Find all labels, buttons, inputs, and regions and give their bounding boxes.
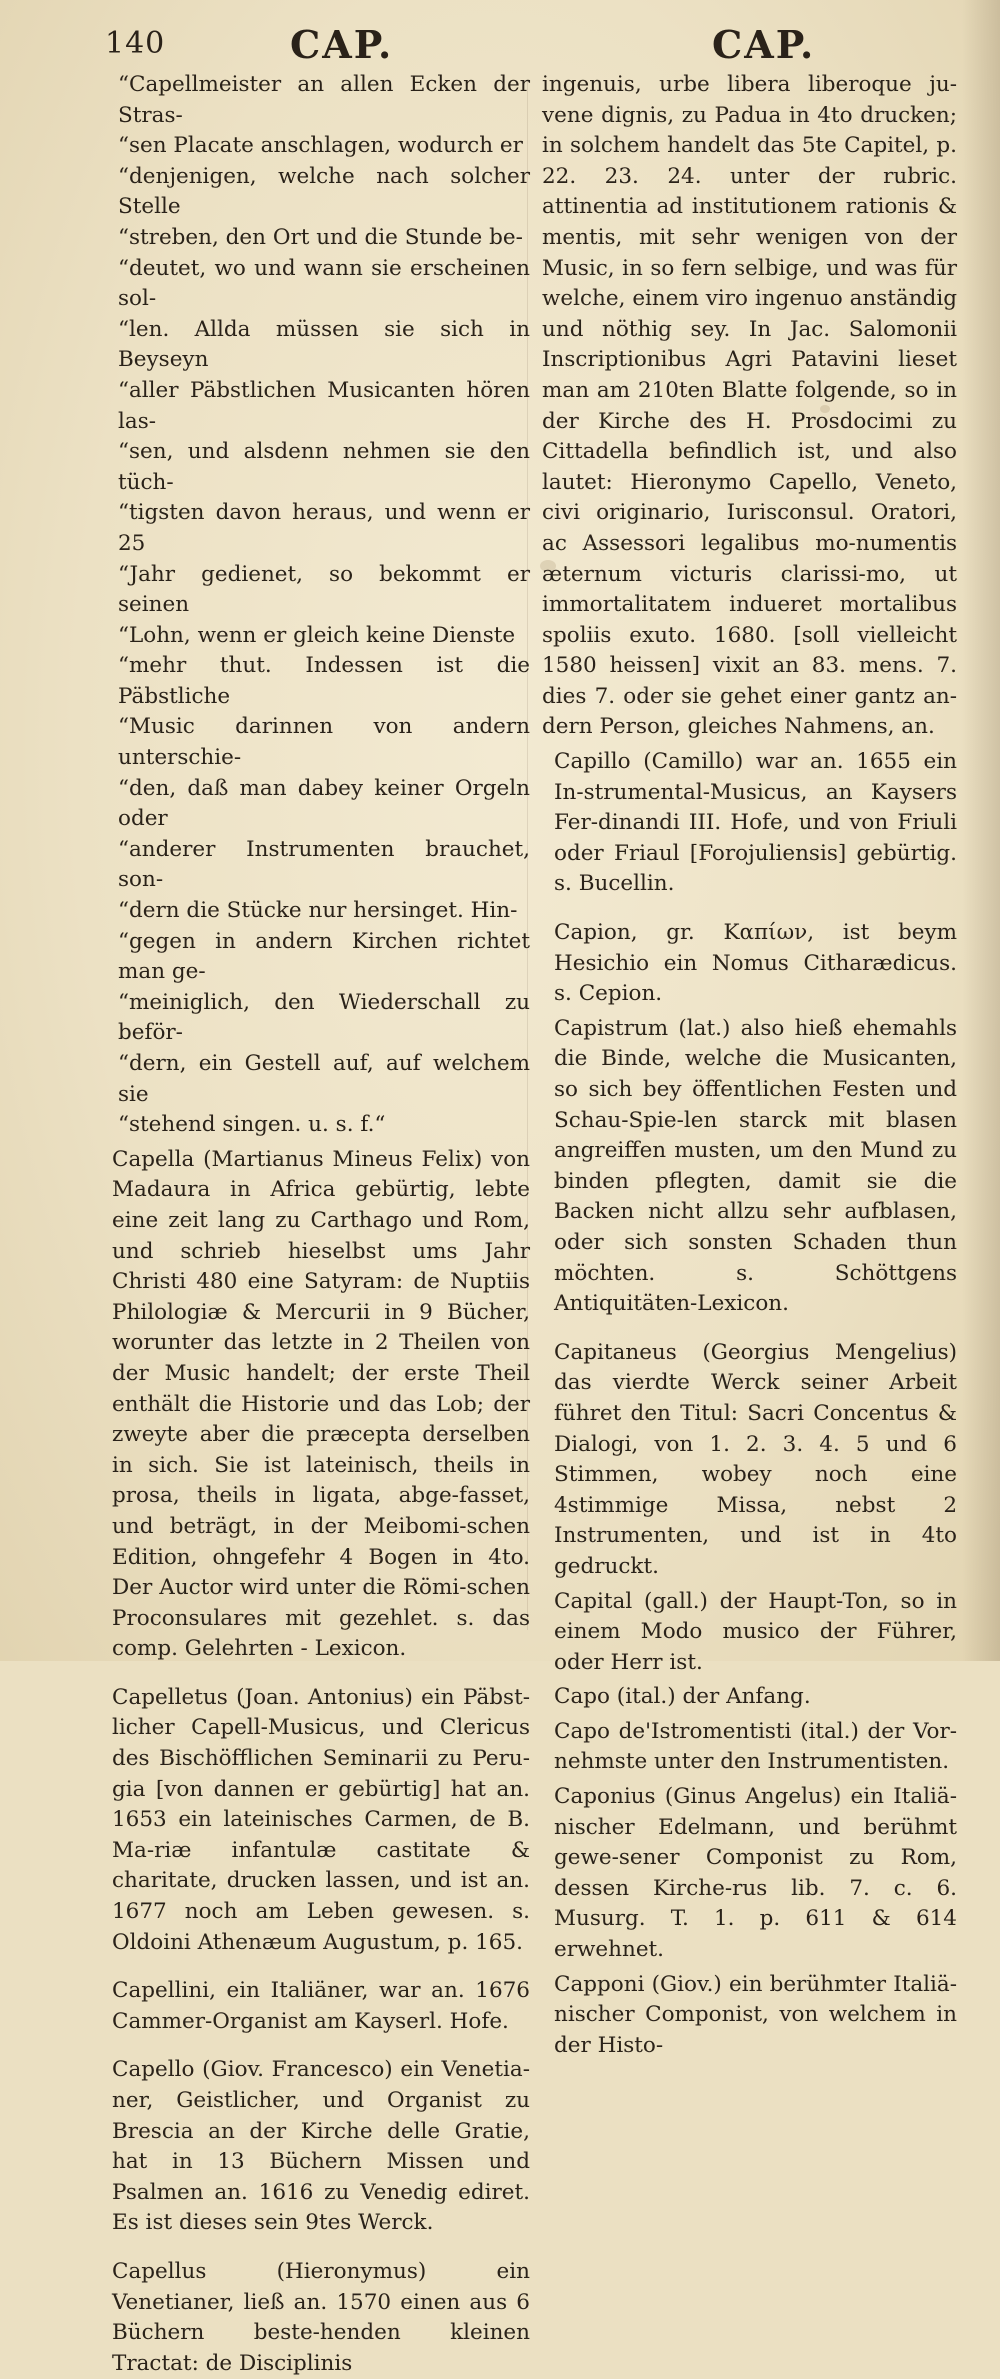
dictionary-entry xyxy=(532,1682,957,1713)
entry-text: Capo de'Istromentisti (ital.) der Vor-nehmste unter den Instrumentisten. xyxy=(554,1718,957,1775)
page-header xyxy=(0,18,1000,78)
entry-text: Caponius (Ginus Angelus) ein Italiä-nischer Edelmann, und berühmt gewe-sener Componist zu Rom, dessen Kirche-rus lib. 7. c. 6. Musurg. T. 1. p. 611 & 614 erwehnet. xyxy=(554,1784,957,1963)
entry-text: Capellini, ein Italiäner, war an. 1676 Cammer-Organist am Kayserl. Hofe. xyxy=(112,1978,530,2034)
dictionary-entry xyxy=(532,1782,957,1966)
dictionary-entry xyxy=(90,1145,530,1665)
dictionary-entry xyxy=(532,1587,957,1679)
left-column xyxy=(90,70,530,2379)
dictionary-entry xyxy=(532,1717,957,1778)
entry-text: Capo (ital.) der Anfang. xyxy=(554,1684,811,1710)
dictionary-entry xyxy=(532,1338,957,1583)
dictionary-entry xyxy=(532,747,957,900)
entry-text: Capelletus (Joan. Antonius) ein Päbst-licher Capell-Musicus, und Clericus des Bischöfflichen Seminarii zu Peru-gia [von dannen er gebürtig] hat an. 1653 ein lateinisches Carmen, de B. Ma-riæ infantulæ castitate & charitate, drucken lassen, und ist an. 1677 noch am Leben gewesen. s. Oldoini Athenæum Augustum, p. 165. xyxy=(112,1684,530,1955)
quote-continuation: “Capellmeister an allen Ecken der Stras- “sen Placate anschlagen, wodurch er “denjenigen, welche nach solcher Stelle “streben, den Ort und die Stunde be- “deutet, wo und wann sie erscheinen sol- “len. Allda müssen sie sich in Beyseyn “aller Päbstlichen Musicanten hören las- “sen, und alsdenn nehmen sie den tüch- “tigsten davon heraus, und wenn er 25 “Jahr gedienet, so bekommt er seinen “Lohn, wenn er gleich keine Dienste “mehr thut. Indessen ist die Päbstliche “Music darinnen von andern unterschie- “den, daß man dabey keiner Orgeln oder “anderer Instrumenten brauchet, son- “dern die Stücke nur hersinget. Hin- “gegen in andern Kirchen richtet man ge- “meiniglich, den Wiederschall zu beför- “dern, ein Gestell auf, auf welchem sie “stehend singen. u. s. f.“ xyxy=(118,72,530,1138)
running-head-left: CAP. xyxy=(290,22,394,67)
page-edge-shadow xyxy=(962,0,1000,1661)
entry-text: Capponi (Giov.) ein berühmter Italiä-nischer Componist, von welchem in der Histo- xyxy=(554,1971,957,2058)
entry-text: Capistrum (lat.) also hieß ehemahls die Binde, welche die Musicanten, so sich bey öffentlichen Festen und Schau-Spie-len starck mit blasen angreiffen musten, um den Mund zu binden pflegten, damit sie die Backen nicht allzu sehr aufblasen, oder sich sonsten Schaden thun möchten. s. Schöttgens Antiquitäten-Lexicon. xyxy=(554,1015,957,1317)
page-number: 140 xyxy=(105,26,166,61)
entry-text: Capellus (Hieronymus) ein Venetianer, ließ an. 1570 einen aus 6 Büchern beste-henden kleinen Tractat: de Disciplinis xyxy=(112,2258,530,2376)
dictionary-entry xyxy=(90,1976,530,2037)
dictionary-entry xyxy=(532,1970,957,2062)
entry-text: Capello (Giov. Francesco) ein Venetia-ner, Geistlicher, und Organist zu Brescia an der Kirche delle Gratie, hat in 13 Büchern Missen und Psalmen an. 1616 zu Venedig ediret. Es ist dieses sein 9tes Werck. xyxy=(112,2057,530,2236)
entry-text: Capillo (Camillo) war an. 1655 ein In-strumental-Musicus, an Kaysers Fer-dinandi III. Hofe, und von Friuli oder Friaul [Forojuliensis] gebürtig. s. Bucellin. xyxy=(554,749,957,897)
right-column xyxy=(532,70,957,2061)
entry-text: Capion, gr. Καπίων, ist beym Hesichio ein Nomus Citharædicus. s. Cepion. xyxy=(554,920,957,1007)
dictionary-entry xyxy=(90,2055,530,2239)
dictionary-entry xyxy=(90,2257,530,2379)
entry-continuation: ingenuis, urbe libera liberoque ju-vene dignis, zu Padua in 4to drucken; in solchem handelt das 5te Capitel, p. 22. 23. 24. unter der rubric. attinentia ad institutionem rationis & mentis, mit sehr wenigen von der Music, in so fern selbige, und was für welche, einem viro ingenuo anständig und nöthig sey. In Jac. Salomonii Inscriptionibus Agri Patavini lieset man am 210ten Blatte folgende, so in der Kirche des H. Prosdocimi zu Cittadella befindlich ist, und also lautet: Hieronymo Capello, Veneto, civi originario, Iurisconsul. Oratori, ac Assessori legalibus mo-numentis æternum victuris clarissi-mo, ut immortalitatem indueret mortalibus spoliis exuto. 1680. [soll vielleicht 1580 heissen] vixit an 83. mens. 7. dies 7. oder sie gehet einer gantz an-dern Person, gleiches Nahmens, an. xyxy=(542,72,957,740)
dictionary-entry xyxy=(532,1014,957,1320)
entry-text: Capitaneus (Georgius Mengelius) das vierdte Werck seiner Arbeit führet den Titul: Sacri Concentus & Dialogi, von 1. 2. 3. 4. 5 und 6 Stimmen, wobey noch eine 4stimmige Missa, nebst 2 Instrumenten, und ist in 4to gedruckt. xyxy=(554,1339,957,1579)
entry-text: Capital (gall.) der Haupt-Ton, so in einem Modo musico der Führer, oder Herr ist. xyxy=(554,1588,957,1675)
running-head-right: CAP. xyxy=(712,22,816,67)
dictionary-entry xyxy=(532,918,957,1010)
dictionary-entry xyxy=(90,1683,530,1958)
entry-text: Capella (Martianus Mineus Felix) von Madaura in Africa gebürtig, lebte eine zeit lang zu Carthago und Rom, und schrieb hieselbst ums Jahr Christi 480 eine Satyram: de Nuptiis Philologiæ & Mercurii in 9 Bücher, worunter das letzte in 2 Theilen von der Music handelt; der erste Theil enthält die Historie und das Lob; der zweyte aber die præcepta derselben in sich. Sie ist lateinisch, theils in prosa, theils in ligata, abge-fasset, und beträgt, in der Meibomi-schen Edition, ohngefehr 4 Bogen in 4to. Der Auctor wird unter die Römi-schen Proconsulares mit gezehlet. s. das comp. Gelehrten - Lexicon. xyxy=(112,1146,530,1662)
